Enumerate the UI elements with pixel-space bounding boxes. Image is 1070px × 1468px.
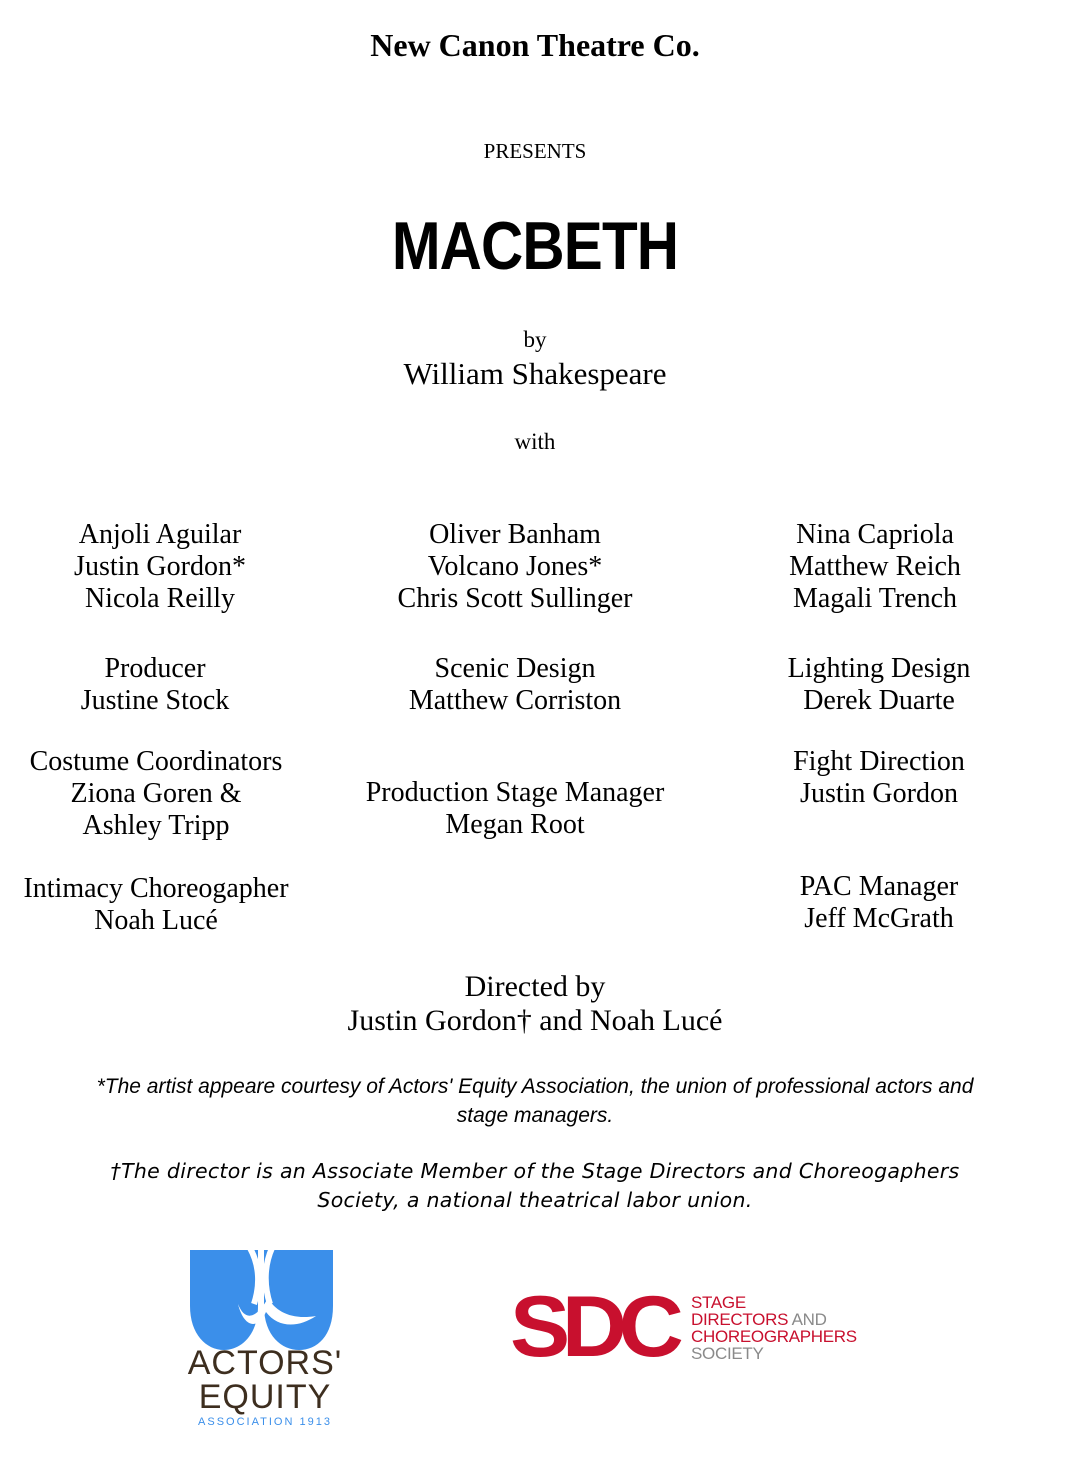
author-name: William Shakespeare — [403, 356, 667, 391]
director-names: Justin Gordon† and Noah Lucé — [347, 1004, 723, 1037]
presents-label: PRESENTS — [483, 139, 587, 163]
actors-equity-logo — [180, 1246, 350, 1436]
sdc-logo-line: STAGE — [691, 1293, 746, 1312]
cast-member: Volcano Jones* — [427, 551, 603, 582]
cast-member: Nicola Reilly — [84, 583, 236, 614]
credit-scenic-design — [345, 653, 685, 717]
credit-name: Justine Stock — [80, 685, 230, 716]
sdc-logo-line: CHOREOGRAPHERS — [691, 1327, 857, 1346]
credit-name: Derek Duarte — [803, 685, 955, 716]
credit-name: Megan Root — [445, 809, 585, 840]
credit-pac-manager — [729, 871, 1029, 935]
sdc-mark: SDC — [510, 1279, 676, 1375]
credit-fight-direction — [729, 746, 1029, 810]
cast-member: Magali Trench — [792, 583, 958, 614]
credit-producer — [5, 653, 305, 717]
equity-note-line: stage managers. — [456, 1104, 614, 1127]
credit-name: Ziona Goren & — [70, 778, 242, 809]
credit-intimacy — [0, 873, 312, 937]
directed-by — [0, 970, 1070, 1038]
cast-member: Anjoli Aguilar — [78, 519, 242, 550]
credit-name: Jeff McGrath — [804, 903, 954, 934]
equity-note-line: *The artist appeare courtesy of Actors' Equity Association, the union of professional actors and — [96, 1075, 974, 1098]
credit-name: Justin Gordon — [800, 778, 958, 809]
equity-logo-sub: ASSOCIATION 1913 — [198, 1416, 332, 1428]
cast-column-left — [10, 519, 310, 615]
credit-name: Ashley Tripp — [82, 810, 230, 841]
credit-name: Noah Lucé — [94, 905, 218, 936]
cast-column-middle — [345, 519, 685, 615]
credit-role: Fight Direction — [793, 746, 965, 777]
credit-lighting-design — [729, 653, 1029, 717]
sdc-logo-line: SOCIETY — [691, 1344, 764, 1363]
cast-member: Chris Scott Sullinger — [397, 583, 633, 614]
credit-role: Intimacy Choreogapher — [23, 873, 289, 904]
equity-note — [0, 1072, 1070, 1130]
cast-member: Nina Capriola — [796, 519, 954, 550]
sdc-logo-line: AND — [791, 1310, 827, 1329]
with-label: with — [514, 429, 556, 454]
sdc-logo — [510, 1279, 880, 1375]
by-label: by — [523, 327, 547, 352]
credit-name: Matthew Corriston — [408, 685, 622, 716]
cast-column-right — [725, 519, 1025, 615]
sdc-note-line: Society, a national theatrical labor union. — [317, 1188, 753, 1212]
credit-role: Production Stage Manager — [365, 777, 665, 808]
masks-icon — [180, 1246, 350, 1356]
equity-logo-word: ACTORS' — [187, 1344, 343, 1382]
cast-member: Oliver Banham — [429, 519, 601, 550]
credit-role: Costume Coordinators — [29, 746, 283, 777]
sdc-note — [0, 1157, 1070, 1215]
sdc-note-line: †The director is an Associate Member of the Stage Directors and Choreogaphers — [110, 1159, 960, 1183]
credit-stage-manager — [335, 777, 695, 841]
credit-role: Scenic Design — [434, 653, 596, 684]
credit-role: PAC Manager — [799, 871, 959, 902]
credit-costume — [0, 746, 312, 842]
directed-label: Directed by — [464, 970, 606, 1003]
play-title: MACBETH — [391, 208, 679, 284]
company-name: New Canon Theatre Co. — [370, 27, 700, 63]
credit-role: Lighting Design — [787, 653, 971, 684]
sdc-logo-line: DIRECTORS — [691, 1310, 789, 1329]
cast-member: Justin Gordon* — [74, 551, 246, 582]
equity-logo-word: EQUITY — [198, 1378, 332, 1416]
cast-member: Matthew Reich — [789, 551, 961, 582]
credit-role: Producer — [104, 653, 206, 684]
